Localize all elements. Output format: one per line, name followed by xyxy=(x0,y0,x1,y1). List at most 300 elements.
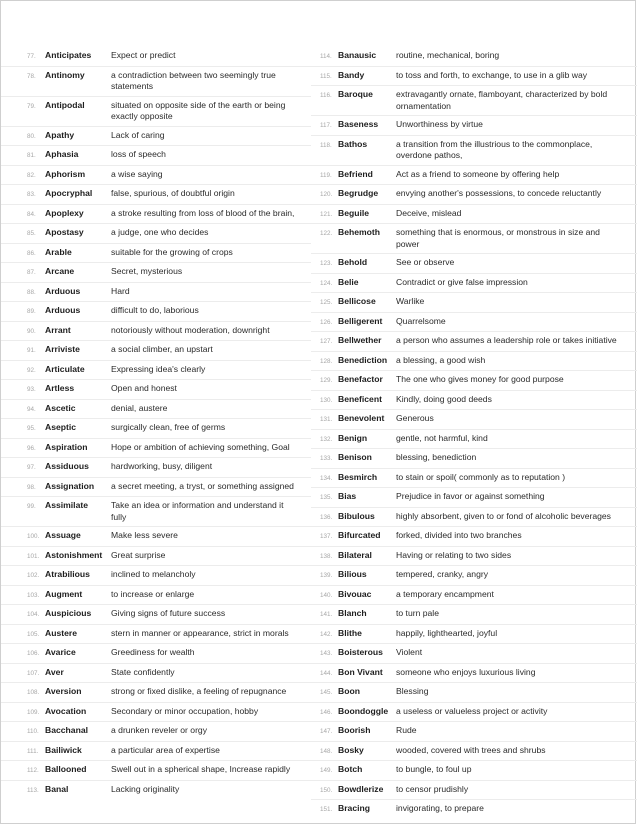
entry-term: Aversion xyxy=(45,686,82,696)
entry-definition: State confidently xyxy=(111,666,175,677)
entry-number: 113. xyxy=(27,786,39,794)
vocab-entry xyxy=(311,585,637,605)
vocab-entry xyxy=(311,682,637,702)
vocab-entry xyxy=(311,66,637,86)
vocab-entry xyxy=(311,85,637,115)
entry-number: 95. xyxy=(27,425,36,432)
entry-definition: a person who assumes a leadership role or takes initiative xyxy=(396,335,617,345)
entry-term: Aver xyxy=(45,666,64,677)
entry-term: Aseptic xyxy=(45,422,77,432)
entry-number: 151. xyxy=(320,806,333,813)
vocab-entry xyxy=(1,204,311,224)
entry-number: 129. xyxy=(320,377,333,384)
entry-number: 79. xyxy=(27,102,36,110)
vocab-entry xyxy=(311,507,637,527)
entry-number: 103. xyxy=(27,591,40,599)
entry-term: Bellicose xyxy=(338,296,376,306)
vocab-entry xyxy=(1,399,311,419)
vocab-entry xyxy=(1,702,311,722)
entry-definition: a judge, one who decides xyxy=(111,227,209,237)
entry-term: Bifurcated xyxy=(338,530,381,540)
entry-term: Blanch xyxy=(338,608,367,618)
left-column xyxy=(1,47,311,799)
entry-term: Aphorism xyxy=(45,168,86,179)
entry-number: 97. xyxy=(27,464,36,471)
entry-term: Baroque xyxy=(338,89,373,99)
entry-number: 90. xyxy=(27,327,36,335)
vocab-entry xyxy=(1,360,311,380)
entry-definition: Greediness for wealth xyxy=(111,647,195,657)
vocab-entry xyxy=(1,262,311,282)
entry-number: 105. xyxy=(27,630,40,638)
entry-definition: a social climber, an upstart xyxy=(111,344,213,354)
vocab-entry xyxy=(311,409,637,429)
entry-number: 140. xyxy=(320,591,333,599)
right-column xyxy=(311,47,637,819)
entry-term: Aphasia xyxy=(45,149,79,159)
vocab-entry xyxy=(1,47,311,66)
entry-number: 104. xyxy=(27,611,40,618)
entry-number: 107. xyxy=(27,669,40,677)
entry-number: 131. xyxy=(320,416,333,423)
entry-number: 149. xyxy=(320,767,333,774)
entry-definition: hardworking, busy, diligent xyxy=(111,461,213,471)
entry-number: 89. xyxy=(27,308,36,315)
vocab-entry xyxy=(1,321,311,341)
entry-term: Apoplexy xyxy=(45,207,84,218)
entry-definition: a useless or valueless project or activity xyxy=(396,705,548,716)
vocab-entry xyxy=(1,565,311,585)
entry-number: 88. xyxy=(27,288,36,296)
entry-term: Beneficent xyxy=(338,393,382,404)
vocab-entry xyxy=(1,438,311,458)
entry-term: Bosky xyxy=(338,744,364,755)
vocab-entry xyxy=(311,429,637,449)
entry-number: 128. xyxy=(320,357,333,365)
vocab-entry xyxy=(1,340,311,360)
vocab-entry xyxy=(311,643,637,663)
entry-definition: Hope or ambition of achieving something, Goal xyxy=(111,441,290,452)
entry-definition: Act as a friend to someone by offering help xyxy=(396,168,560,179)
entry-definition: a wise saying xyxy=(111,168,163,179)
vocab-entry xyxy=(311,292,637,312)
entry-number: 82. xyxy=(27,171,36,179)
entry-definition: Contradict or give false impression xyxy=(396,276,528,287)
entry-term: Apocryphal xyxy=(45,188,93,198)
entry-number: 110. xyxy=(27,728,39,735)
vocab-entry xyxy=(1,780,311,800)
vocab-entry xyxy=(1,643,311,663)
entry-term: Bon Vivant xyxy=(338,666,383,677)
vocab-entry xyxy=(311,663,637,683)
vocab-entry xyxy=(311,331,637,351)
entry-number: 102. xyxy=(27,572,40,579)
entry-number: 77. xyxy=(27,53,36,60)
entry-definition: to stain or spoil( commonly as to reputation ) xyxy=(396,471,566,482)
vocab-entry xyxy=(1,624,311,644)
vocab-entry xyxy=(1,145,311,165)
entry-term: Boondoggle xyxy=(338,705,389,716)
entry-definition: a temporary encampment xyxy=(396,588,494,599)
entry-term: Befriend xyxy=(338,168,373,179)
vocab-entry xyxy=(1,243,311,263)
entry-number: 142. xyxy=(320,630,333,638)
entry-term: Atrabilious xyxy=(45,569,90,579)
vocab-entry xyxy=(1,301,311,321)
entry-number: 101. xyxy=(27,552,40,560)
vocab-entry xyxy=(1,96,311,126)
entry-term: Benediction xyxy=(338,354,388,365)
entry-number: 108. xyxy=(27,689,40,696)
entry-term: Apathy xyxy=(45,129,75,140)
entry-number: 135. xyxy=(320,494,333,501)
entry-number: 83. xyxy=(27,191,36,198)
entry-term: Astonishment xyxy=(45,549,103,560)
entry-number: 81. xyxy=(27,152,36,159)
entry-number: 116. xyxy=(320,92,332,99)
entry-term: Bibulous xyxy=(338,510,375,521)
entry-number: 93. xyxy=(27,386,36,393)
entry-number: 86. xyxy=(27,249,36,257)
entry-definition: Deceive, mislead xyxy=(396,207,462,218)
entry-definition: to bungle, to foul up xyxy=(396,764,472,774)
entry-number: 134. xyxy=(320,474,333,482)
entry-number: 138. xyxy=(320,552,333,560)
vocab-entry xyxy=(311,487,637,507)
entry-number: 119. xyxy=(320,171,332,179)
vocab-entry xyxy=(1,165,311,185)
entry-term: Belligerent xyxy=(338,315,383,326)
entry-definition: Warlike xyxy=(396,296,425,306)
entry-number: 117. xyxy=(320,122,332,129)
entry-definition: Make less severe xyxy=(111,530,178,540)
entry-term: Assimilate xyxy=(45,500,88,510)
entry-number: 137. xyxy=(320,533,333,540)
entry-definition: suitable for the growing of crops xyxy=(111,246,233,257)
entry-definition: Take an idea or information and understand it fully xyxy=(111,500,284,522)
entry-term: Ascetic xyxy=(45,402,76,413)
entry-term: Banausic xyxy=(338,50,377,60)
vocab-entry xyxy=(1,126,311,146)
entry-number: 146. xyxy=(320,708,333,716)
entry-term: Bailiwick xyxy=(45,744,82,755)
vocab-entry xyxy=(1,741,311,761)
entry-term: Beguile xyxy=(338,207,370,218)
vocab-entry xyxy=(311,47,637,66)
entry-definition: The one who gives money for good purpose xyxy=(396,374,564,384)
entry-number: 114. xyxy=(320,53,332,60)
entry-term: Artless xyxy=(45,383,75,393)
vocab-entry xyxy=(311,546,637,566)
entry-definition: to increase or enlarge xyxy=(111,588,195,599)
entry-number: 112. xyxy=(27,767,39,774)
entry-definition: to toss and forth, to exchange, to use in a glib way xyxy=(396,69,588,80)
entry-definition: a transition from the illustrious to the commonplace, overdone pathos, xyxy=(396,138,593,160)
entry-definition: Expressing idea's clearly xyxy=(111,363,206,374)
entry-term: Avarice xyxy=(45,647,76,657)
entry-term: Arduous xyxy=(45,305,81,315)
entry-definition: notoriously without moderation, downright xyxy=(111,324,270,335)
vocab-entry xyxy=(1,663,311,683)
entry-definition: difficult to do, laborious xyxy=(111,305,199,315)
entry-definition: Unworthiness by virtue xyxy=(396,119,483,129)
entry-number: 127. xyxy=(320,338,333,345)
entry-term: Bellwether xyxy=(338,335,382,345)
entry-term: Avocation xyxy=(45,705,87,716)
entry-term: Baseness xyxy=(338,119,379,129)
entry-term: Bandy xyxy=(338,69,365,80)
entry-definition: tempered, cranky, angry xyxy=(396,569,489,579)
entry-definition: loss of speech xyxy=(111,149,166,159)
entry-number: 148. xyxy=(320,747,333,755)
entry-number: 100. xyxy=(27,533,40,540)
vocab-entry xyxy=(1,546,311,566)
entry-term: Blithe xyxy=(338,627,362,638)
entry-number: 109. xyxy=(27,708,40,716)
entry-definition: Secret, mysterious xyxy=(111,266,183,276)
vocab-entry xyxy=(311,204,637,224)
entry-number: 123. xyxy=(320,260,333,267)
entry-definition: a stroke resulting from loss of blood of the brain, xyxy=(111,207,295,218)
entry-definition: someone who enjoys luxurious living xyxy=(396,666,536,677)
entry-term: Auspicious xyxy=(45,608,92,618)
entry-definition: wooded, covered with trees and shrubs xyxy=(396,744,546,755)
entry-number: 122. xyxy=(320,230,333,237)
entry-term: Begrudge xyxy=(338,188,379,198)
vocab-entry xyxy=(311,115,637,135)
entry-number: 124. xyxy=(320,279,333,287)
vocab-entry xyxy=(311,780,637,800)
entry-term: Bilious xyxy=(338,569,367,579)
vocab-entry xyxy=(1,477,311,497)
vocab-entry xyxy=(1,760,311,780)
entry-term: Assiduous xyxy=(45,461,89,471)
entry-definition: Having or relating to two sides xyxy=(396,549,512,560)
entry-term: Benefactor xyxy=(338,374,383,384)
entry-term: Assignation xyxy=(45,480,95,491)
entry-definition: routine, mechanical, boring xyxy=(396,50,500,60)
entry-number: 132. xyxy=(320,435,333,443)
vocab-entry xyxy=(311,312,637,332)
entry-definition: false, spurious, of doubtful origin xyxy=(111,188,235,198)
entry-definition: Giving signs of future success xyxy=(111,608,226,618)
entry-term: Apostasy xyxy=(45,227,84,237)
vocab-entry xyxy=(311,135,637,165)
entry-definition: extravagantly ornate, flamboyant, characterized by bold ornamentation xyxy=(396,89,608,111)
entry-term: Austere xyxy=(45,627,77,638)
entry-term: Arduous xyxy=(45,285,81,296)
entry-number: 136. xyxy=(320,513,333,521)
entry-term: Belie xyxy=(338,276,359,287)
entry-number: 87. xyxy=(27,269,36,276)
entry-term: Benevolent xyxy=(338,413,385,423)
entry-term: Boon xyxy=(338,686,360,696)
vocab-entry xyxy=(1,496,311,526)
vocab-entry xyxy=(311,526,637,546)
vocab-entry xyxy=(311,390,637,410)
entry-term: Assuage xyxy=(45,530,81,540)
entry-term: Aspiration xyxy=(45,441,88,452)
entry-term: Bracing xyxy=(338,803,370,813)
entry-number: 94. xyxy=(27,405,36,413)
entry-definition: a particular area of expertise xyxy=(111,744,220,755)
entry-definition: Prejudice in favor or against something xyxy=(396,491,545,501)
entry-term: Arable xyxy=(45,246,72,257)
vocab-entry xyxy=(311,624,637,644)
entry-number: 139. xyxy=(320,572,333,579)
entry-definition: invigorating, to prepare xyxy=(396,803,484,813)
entry-number: 98. xyxy=(27,483,36,491)
vocab-entry xyxy=(1,604,311,624)
entry-term: Bilateral xyxy=(338,549,372,560)
entry-definition: a contradiction between two seemingly true statements xyxy=(111,69,276,91)
entry-definition: strong or fixed dislike, a feeling of repugnance xyxy=(111,686,287,696)
vocab-entry xyxy=(311,799,637,819)
entry-number: 125. xyxy=(320,299,333,306)
entry-term: Botch xyxy=(338,764,363,774)
entry-number: 111. xyxy=(27,747,39,755)
entry-number: 126. xyxy=(320,318,333,326)
entry-number: 147. xyxy=(320,728,333,735)
entry-number: 141. xyxy=(320,611,333,618)
entry-definition: Lacking originality xyxy=(111,783,180,794)
entry-number: 120. xyxy=(320,191,333,198)
entry-definition: situated on opposite side of the earth or being exactly opposite xyxy=(111,99,286,121)
entry-number: 150. xyxy=(320,786,333,794)
vocab-entry xyxy=(1,379,311,399)
entry-number: 115. xyxy=(320,72,332,80)
entry-number: 78. xyxy=(27,72,36,80)
vocab-entry xyxy=(311,273,637,293)
entry-term: Anticipates xyxy=(45,50,92,60)
vocab-entry xyxy=(311,604,637,624)
entry-term: Antipodal xyxy=(45,99,85,110)
entry-definition: surgically clean, free of germs xyxy=(111,422,226,432)
entry-term: Boisterous xyxy=(338,647,383,657)
entry-definition: Open and honest xyxy=(111,383,177,393)
entry-term: Besmirch xyxy=(338,471,378,482)
entry-definition: happily, lighthearted, joyful xyxy=(396,627,498,638)
entry-term: Behold xyxy=(338,257,368,267)
vocab-entry xyxy=(311,253,637,273)
entry-definition: Expect or predict xyxy=(111,50,176,60)
entry-term: Antinomy xyxy=(45,69,85,80)
entry-definition: a secret meeting, a tryst, or something assigned xyxy=(111,480,294,491)
entry-term: Bivouac xyxy=(338,588,372,599)
vocab-entry xyxy=(311,223,637,253)
entry-definition: See or observe xyxy=(396,257,455,267)
vocab-entry xyxy=(1,223,311,243)
entry-term: Arcane xyxy=(45,266,75,276)
vocab-entry xyxy=(311,702,637,722)
entry-definition: Generous xyxy=(396,413,434,423)
entry-number: 80. xyxy=(27,132,36,140)
entry-definition: Lack of caring xyxy=(111,129,165,140)
entry-definition: Hard xyxy=(111,285,130,296)
entry-number: 96. xyxy=(27,444,36,452)
vocab-entry xyxy=(1,721,311,741)
entry-term: Boorish xyxy=(338,725,371,735)
entry-term: Behemoth xyxy=(338,227,381,237)
vocab-entry xyxy=(311,760,637,780)
entry-term: Benign xyxy=(338,432,368,443)
entry-definition: envying another's possessions, to concede reluctantly xyxy=(396,188,602,198)
entry-number: 143. xyxy=(320,650,333,657)
vocab-entry xyxy=(1,418,311,438)
entry-definition: denial, austere xyxy=(111,402,168,413)
vocab-entry xyxy=(311,351,637,371)
entry-term: Arrant xyxy=(45,324,71,335)
vocab-entry xyxy=(1,585,311,605)
vocab-entry xyxy=(311,721,637,741)
entry-number: 118. xyxy=(320,141,332,149)
entry-definition: highly absorbent, given to or fond of alcoholic beverages xyxy=(396,510,611,521)
vocab-entry xyxy=(1,184,311,204)
vocab-entry xyxy=(1,526,311,546)
entry-definition: Kindly, doing good deeds xyxy=(396,393,492,404)
entry-definition: Secondary or minor occupation, hobby xyxy=(111,705,259,716)
vocab-entry xyxy=(1,457,311,477)
entry-definition: a drunken reveler or orgy xyxy=(111,725,208,735)
entry-number: 85. xyxy=(27,230,36,237)
entry-number: 130. xyxy=(320,396,333,404)
vocab-entry xyxy=(1,66,311,96)
entry-definition: something that is enormous, or monstrous in size and power xyxy=(396,227,600,249)
entry-definition: to turn pale xyxy=(396,608,439,618)
entry-term: Ballooned xyxy=(45,764,87,774)
entry-definition: to censor prudishly xyxy=(396,783,469,794)
entry-number: 133. xyxy=(320,455,333,462)
vocab-entry xyxy=(311,165,637,185)
entry-number: 144. xyxy=(320,669,333,677)
entry-definition: inclined to melancholy xyxy=(111,569,196,579)
entry-number: 106. xyxy=(27,650,40,657)
entry-definition: a blessing, a good wish xyxy=(396,354,486,365)
entry-definition: stern in manner or appearance, strict in morals xyxy=(111,627,289,638)
vocab-entry xyxy=(311,184,637,204)
vocab-entry xyxy=(311,370,637,390)
vocab-entry xyxy=(311,565,637,585)
entry-number: 84. xyxy=(27,210,36,218)
vocab-entry xyxy=(311,741,637,761)
vocab-entry xyxy=(1,682,311,702)
entry-definition: Swell out in a spherical shape, Increase rapidly xyxy=(111,764,291,774)
entry-number: 92. xyxy=(27,366,36,374)
entry-definition: Violent xyxy=(396,647,423,657)
entry-term: Arriviste xyxy=(45,344,80,354)
entry-term: Augment xyxy=(45,588,83,599)
entry-definition: Rude xyxy=(396,725,417,735)
entry-term: Bathos xyxy=(338,138,368,149)
entry-term: Bias xyxy=(338,491,357,501)
entry-definition: Quarrelsome xyxy=(396,315,446,326)
vocab-entry xyxy=(311,448,637,468)
entry-definition: Blessing xyxy=(396,686,429,696)
entry-number: 121. xyxy=(320,210,333,218)
entry-definition: blessing, benediction xyxy=(396,452,477,462)
entry-term: Articulate xyxy=(45,363,85,374)
entry-definition: gentle, not harmful, kind xyxy=(396,432,488,443)
entry-term: Banal xyxy=(45,783,69,794)
vocab-entry xyxy=(311,468,637,488)
vocab-entry xyxy=(1,282,311,302)
entry-definition: Great surprise xyxy=(111,549,166,560)
entry-number: 99. xyxy=(27,503,36,510)
entry-number: 91. xyxy=(27,347,36,354)
entry-term: Bacchanal xyxy=(45,725,88,735)
entry-definition: forked, divided into two branches xyxy=(396,530,522,540)
entry-term: Benison xyxy=(338,452,372,462)
